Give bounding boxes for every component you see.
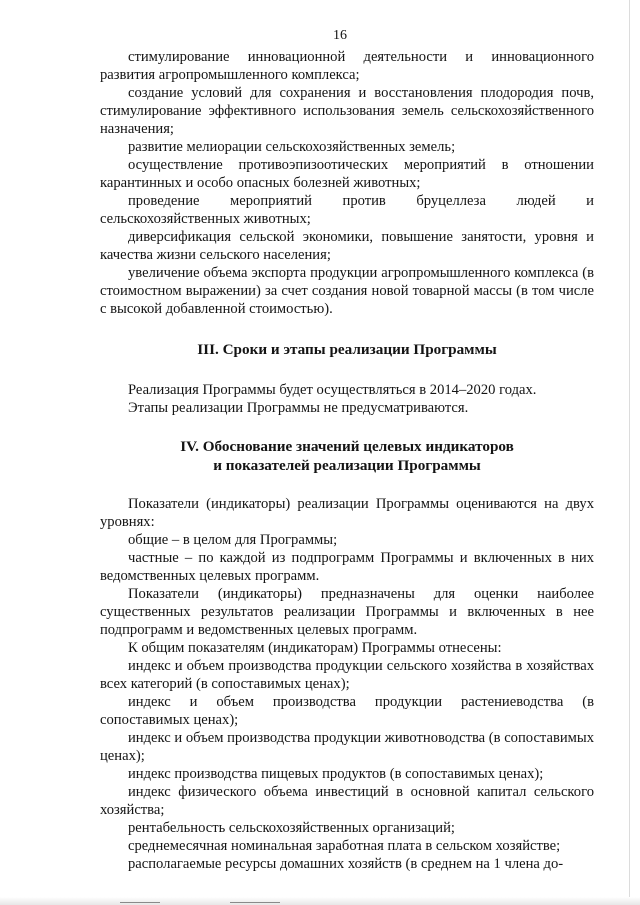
list-item: диверсификация сельской экономики, повышение занятости, уровня и качества жизни сельского населения;: [100, 229, 594, 263]
section-heading-4-line-2: и показателей реализации Программы: [213, 457, 481, 474]
paragraph: Показатели (индикаторы) реализации Программы оцениваются на двух уровнях:: [100, 496, 594, 530]
list-item: индекс и объем производства продукции растениеводства (в сопоставимых ценах);: [100, 694, 594, 728]
paragraph: Реализация Программы будет осуществляться в 2014–2020 годах.: [128, 382, 537, 398]
scan-mark: [120, 902, 160, 903]
list-item: индекс производства пищевых продуктов (в сопоставимых ценах);: [128, 766, 544, 782]
list-item: осуществление противоэпизоотических мероприятий в отношении карантинных и особо опасных болезней животных;: [100, 157, 594, 191]
list-item: стимулирование инновационной деятельности и инновационного развития агропромышленного комплекса;: [100, 49, 594, 83]
scan-edge-line: [629, 0, 630, 905]
paragraph: частные – по каждой из подпрограмм Программы и включенных в них ведомственных целевых программ.: [100, 550, 594, 584]
scan-bottom-shadow: [0, 897, 640, 905]
paragraph: Этапы реализации Программы не предусматриваются.: [128, 400, 469, 416]
page-number: 16: [333, 28, 347, 43]
list-item: среднемесячная номинальная заработная плата в сельском хозяйстве;: [128, 838, 561, 854]
list-item: проведение мероприятий против бруцеллеза людей и сельскохозяйственных животных;: [100, 193, 594, 227]
list-item: индекс и объем производства продукции животноводства (в сопоставимых ценах);: [100, 730, 594, 764]
section-heading-3: III. Сроки и этапы реализации Программы: [197, 341, 497, 358]
list-item: создание условий для сохранения и восстановления плодородия почв, стимулирование эффективного использования земель сельскохозяйственного назначения;: [100, 85, 594, 137]
scan-mark: [230, 902, 280, 903]
section-heading-4-line-1: IV. Обоснование значений целевых индикаторов: [180, 438, 514, 455]
list-item: развитие мелиорации сельскохозяйственных земель;: [128, 139, 456, 155]
document-body: [100, 48, 594, 873]
section-heading-4: [100, 437, 594, 475]
paragraph: К общим показателям (индикаторам) Программы отнесены:: [128, 640, 502, 656]
list-item: располагаемые ресурсы домашних хозяйств (в среднем на 1 члена до-: [128, 856, 564, 872]
paragraph: Показатели (индикаторы) предназначены для оценки наиболее существенных результатов реализации Программы и включенных в нее подпрограмм и ведомственных целевых программ.: [100, 586, 594, 638]
paragraph: общие – в целом для Программы;: [128, 532, 338, 548]
list-item: индекс физического объема инвестиций в основной капитал сельского хозяйства;: [100, 784, 594, 818]
list-item: увеличение объема экспорта продукции агропромышленного комплекса (в стоимостном выражении) за счет создания новой товарной массы (в том числе с высокой добавленной стоимостью).: [100, 265, 594, 317]
list-item: индекс и объем производства продукции сельского хозяйства в хозяйствах всех категорий (в сопоставимых ценах);: [100, 658, 594, 692]
list-item: рентабельность сельскохозяйственных организаций;: [128, 820, 455, 836]
